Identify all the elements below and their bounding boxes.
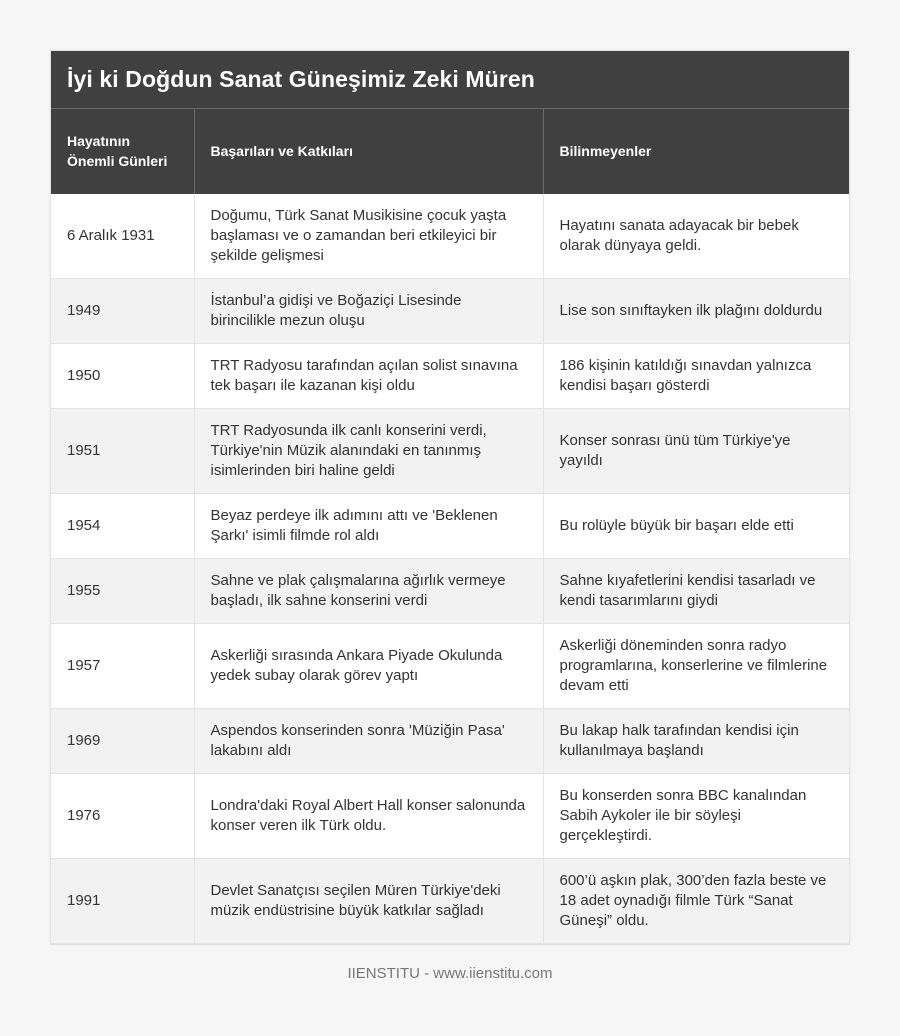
date-cell: 1969: [51, 709, 194, 774]
date-cell: 1976: [51, 774, 194, 859]
unknown-fact-cell: 600’ü aşkın plak, 300’den fazla beste ve 18 adet oynadığı filmle Türk “Sanat Güneşi” oldu.: [543, 859, 849, 944]
column-header-unknowns: Bilinmeyenler: [543, 109, 849, 194]
date-cell: 1951: [51, 409, 194, 494]
date-cell: 1957: [51, 624, 194, 709]
date-cell: 1950: [51, 344, 194, 409]
achievement-cell: TRT Radyosu tarafından açılan solist sınavına tek başarı ile kazanan kişi oldu: [194, 344, 543, 409]
unknown-fact-cell: Sahne kıyafetlerini kendisi tasarladı ve kendi tasarımlarını giydi: [543, 559, 849, 624]
date-cell: 6 Aralık 1931: [51, 194, 194, 279]
table-row: [51, 559, 849, 624]
achievement-cell: TRT Radyosunda ilk canlı konserini verdi, Türkiye'nin Müzik alanındaki en tanınmış isimlerinden biri haline geldi: [194, 409, 543, 494]
column-header-achievements: Başarıları ve Katkıları: [194, 109, 543, 194]
unknown-fact-cell: Konser sonrası ünü tüm Türkiye'ye yayıldı: [543, 409, 849, 494]
table-row: [51, 344, 849, 409]
unknown-fact-cell: 186 kişinin katıldığı sınavdan yalnızca kendisi başarı gösterdi: [543, 344, 849, 409]
data-table: [51, 108, 849, 944]
unknown-fact-cell: Hayatını sanata adayacak bir bebek olarak dünyaya geldi.: [543, 194, 849, 279]
achievement-cell: Aspendos konserinden sonra 'Müziğin Pasa' lakabını aldı: [194, 709, 543, 774]
table-row: [51, 409, 849, 494]
achievement-cell: Doğumu, Türk Sanat Musikisine çocuk yaşta başlaması ve o zamandan beri etkileyici bir şekilde gelişmesi: [194, 194, 543, 279]
table-row: [51, 279, 849, 344]
header-row: [51, 109, 849, 194]
achievement-cell: İstanbul’a gidişi ve Boğaziçi Lisesinde birincilikle mezun oluşu: [194, 279, 543, 344]
title-bar: [51, 51, 849, 108]
table-row: [51, 624, 849, 709]
page-title: İyi ki Doğdun Sanat Güneşimiz Zeki Müren: [67, 66, 535, 92]
unknown-fact-cell: Askerliği döneminden sonra radyo programlarına, konserlerine ve filmlerine devam etti: [543, 624, 849, 709]
column-header-dates: Hayatının Önemli Günleri: [51, 109, 194, 194]
date-cell: 1949: [51, 279, 194, 344]
achievement-cell: Sahne ve plak çalışmalarına ağırlık vermeye başladı, ilk sahne konserini verdi: [194, 559, 543, 624]
unknown-fact-cell: Bu rolüyle büyük bir başarı elde etti: [543, 494, 849, 559]
table-header: [51, 109, 849, 194]
achievement-cell: Devlet Sanatçısı seçilen Müren Türkiye'deki müzik endüstrisine büyük katkılar sağladı: [194, 859, 543, 944]
date-cell: 1954: [51, 494, 194, 559]
table-row: [51, 194, 849, 279]
table-row: [51, 709, 849, 774]
date-cell: 1955: [51, 559, 194, 624]
table-row: [51, 494, 849, 559]
unknown-fact-cell: Lise son sınıftayken ilk plağını doldurdu: [543, 279, 849, 344]
achievement-cell: Askerliği sırasında Ankara Piyade Okulunda yedek subay olarak görev yaptı: [194, 624, 543, 709]
achievement-cell: Londra'daki Royal Albert Hall konser salonunda konser veren ilk Türk oldu.: [194, 774, 543, 859]
achievement-cell: Beyaz perdeye ilk adımını attı ve 'Beklenen Şarkı' isimli filmde rol aldı: [194, 494, 543, 559]
unknown-fact-cell: Bu konserden sonra BBC kanalından Sabih Aykoler ile bir söyleşi gerçekleştirdi.: [543, 774, 849, 859]
table-row: [51, 774, 849, 859]
unknown-fact-cell: Bu lakap halk tarafından kendisi için kullanılmaya başlandı: [543, 709, 849, 774]
table-row: [51, 859, 849, 944]
footer-credit: IIENSTITU - www.iienstitu.com: [347, 965, 553, 982]
table-body: [51, 194, 849, 944]
date-cell: 1991: [51, 859, 194, 944]
table-card: [51, 51, 849, 944]
